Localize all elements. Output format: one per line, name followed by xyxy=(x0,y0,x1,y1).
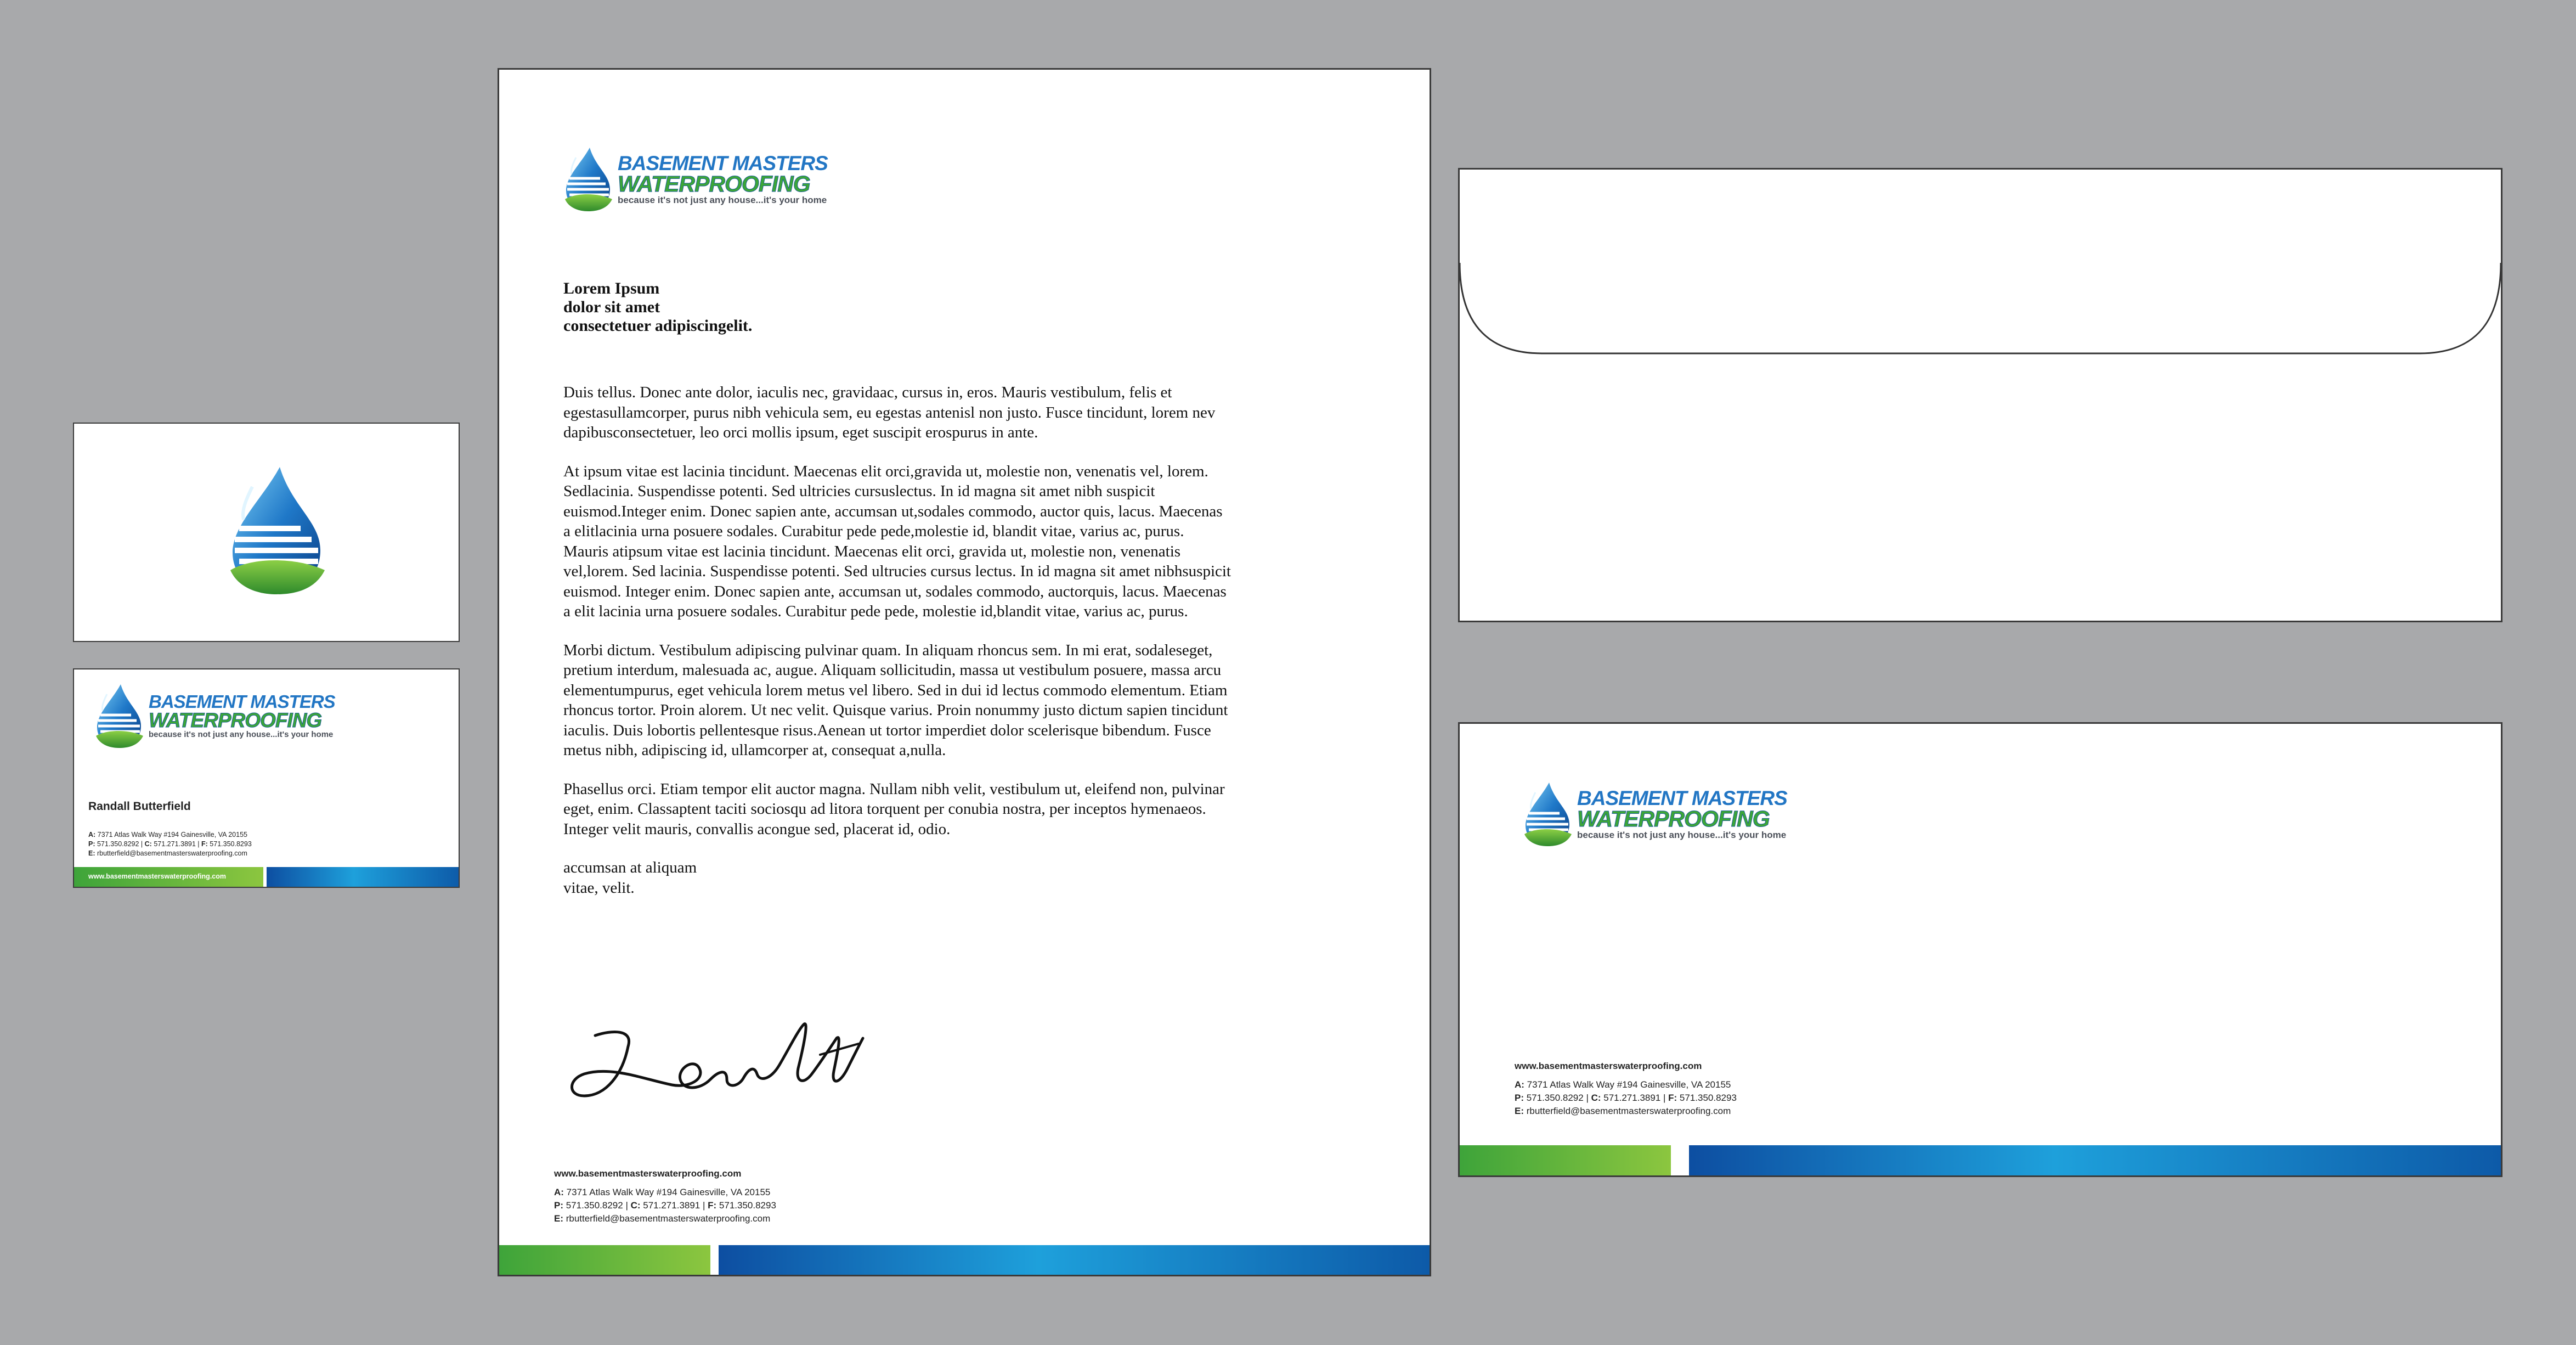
letter-paragraph: At ipsum vitae est lacinia tincidunt. Maecenas elit orci,gravida ut, molestie non, venenatis vel, lorem. Sedlacinia. Suspendisse potenti. Sed ultricies cursuslectus. In id magna sit amet nibh suspicit euismod.Integer enim. Donec sapien ante, accumsan ut,sodales commodo, auctor quis, lacus. Maecenas a elitlacinia urna posuere sodales. Curabitur pede pede,molestie id, blandit vitae, varius ac, purus. Mauris atipsum vitae est lacinia tincidunt. Maecenas elit orci, gravida ut, molestie non, venenatis vel,lorem. Sed lacinia. Suspendisse potenti. Sed ultrucies cursus lectus. In id magna sit amet nibhsuspicit euismod. Integer enim. Donec sapien ante, accumsan ut, sodales commodo, auctorquis, lacus. Maecenas a elit lacinia urna posuere sodales. Curabitur pede pede, molestie id,blandit vitae, varius ac, purus. xyxy=(563,462,1231,620)
brand-logo xyxy=(1519,781,1787,847)
envelope-contact-block xyxy=(1515,1060,1737,1118)
letter-color-bar xyxy=(499,1245,1430,1276)
water-drop-logo-icon xyxy=(1519,781,1574,847)
business-card-front xyxy=(73,423,460,642)
letter-closing: accumsan at aliquam vitae, velit. xyxy=(563,859,697,897)
signature-icon xyxy=(562,1014,869,1123)
website-line[interactable]: www.basementmasterswaterproofing.com xyxy=(554,1168,742,1179)
letter-paragraph: Morbi dictum. Vestibulum adipiscing pulvinar quam. In aliquam rhoncus sem. In mi erat, sodaleseget, pretium interdum, malesuada ac, augue. Aliquam sollicitudin, massa ut vestibulum posuere, massa arcu elementumpurus, eget vehicula lorem metus vel libero. Sed in dui id lectus commodo elementum. Etiam rhoncus tortor. Proin alorem. Ut nec velit. Quisque varius. Proin nonummy justo dictum sapien tincidunt iaculis. Duis lobortis pellentesque risus.Aenean ut tortor imperdiet dolor scelerisque bibendum. Fusce metus nibh, adipiscing id, ullamcorper at, consequat a,nulla. xyxy=(563,641,1228,759)
envelope-front xyxy=(1458,722,2502,1177)
letter-heading: Lorem Ipsum dolor sit amet consectetuer adipiscingelit. xyxy=(563,279,753,335)
card-website[interactable]: www.basementmasterswaterproofing.com xyxy=(88,873,226,880)
phone-line: P: 571.350.8292 | C: 571.271.3891 | F: 571.350.8293 xyxy=(1515,1093,1737,1103)
email-line: E: rbutterfield@basementmasterswaterproofing.com xyxy=(88,849,247,857)
brand-tagline: because it's not just any house...it's your home xyxy=(618,194,827,205)
phone-line: P: 571.350.8292 | C: 571.271.3891 | F: 571.350.8293 xyxy=(554,1200,776,1211)
brand-name-line2: WATERPROOFING xyxy=(149,708,322,731)
brand-name-line2: WATERPROOFING xyxy=(618,171,810,196)
website-line[interactable]: www.basementmasterswaterproofing.com xyxy=(1515,1061,1702,1071)
letterhead-page xyxy=(498,68,1431,1276)
water-drop-logo-icon xyxy=(91,683,145,749)
email-line: E: rbutterfield@basementmasterswaterproofing.com xyxy=(1515,1106,1731,1116)
brand-name-line1: BASEMENT MASTERS xyxy=(1577,786,1787,809)
email-line: E: rbutterfield@basementmasterswaterproofing.com xyxy=(554,1213,771,1224)
water-drop-logo-icon xyxy=(219,465,329,596)
card-contact-block xyxy=(88,830,252,858)
address-line: A: 7371 Atlas Walk Way #194 Gainesville, VA 20155 xyxy=(1515,1079,1731,1090)
letter-contact-block xyxy=(554,1167,776,1225)
brand-logo xyxy=(560,147,828,212)
brand-tagline: because it's not just any house...it's your home xyxy=(1577,829,1787,840)
brand-name-line1: BASEMENT MASTERS xyxy=(618,151,828,175)
business-card-back xyxy=(73,668,460,888)
envelope-flap xyxy=(1460,170,2501,356)
water-drop-logo-icon xyxy=(560,147,614,212)
brand-name-line2: WATERPROOFING xyxy=(1577,806,1770,831)
brand-tagline: because it's not just any house...it's your home xyxy=(149,730,334,740)
envelope-back xyxy=(1458,168,2502,622)
letter-paragraph: Duis tellus. Donec ante dolor, iaculis nec, gravidaac, cursus in, eros. Mauris vestibulum, felis et egestasullamcorper, purus nibh vehicula sem, eu egestas antenisl non justo. Fusce tincidunt, lorem nev dapibusconsectetuer, leo orci mollis ipsum, eget suscipit erospurus in ante. xyxy=(563,384,1216,441)
brand-name-line1: BASEMENT MASTERS xyxy=(149,691,335,712)
envelope-color-bar xyxy=(1460,1145,2501,1175)
address-line: A: 7371 Atlas Walk Way #194 Gainesville, VA 20155 xyxy=(554,1187,771,1197)
phone-line: P: 571.350.8292 | C: 571.271.3891 | F: 571.350.8293 xyxy=(88,840,252,848)
card-color-bar xyxy=(74,867,460,887)
brand-logo xyxy=(91,683,335,749)
letter-body xyxy=(563,382,1233,898)
letter-paragraph: Phasellus orci. Etiam tempor elit auctor magna. Nullam nibh velit, vestibulum ut, eleifend non, pulvinar eget, enim. Classaptent taciti sociosqu ad litora torquent per conubia nostra, per inceptos hymenaeos. Integer velit mauris, convallis acongue sed, placerat id, odio. xyxy=(563,780,1225,838)
address-line: A: 7371 Atlas Walk Way #194 Gainesville, VA 20155 xyxy=(88,831,247,838)
card-holder-name: Randall Butterfield xyxy=(88,800,191,813)
